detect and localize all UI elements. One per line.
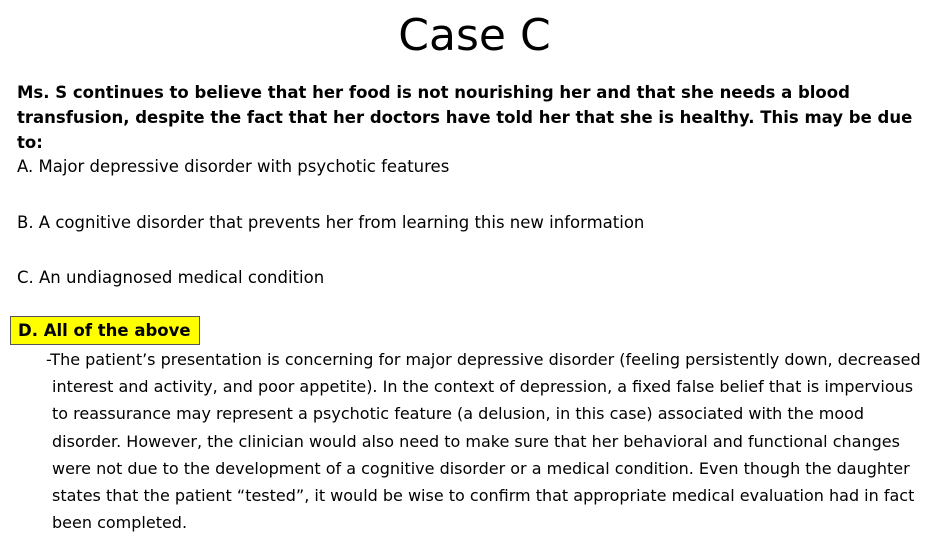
- case-question: Ms. S continues to believe that her food is not nourishing her and that she needs a blood transfusion, despite the fact that her doctors have told her that she is healthy. This may be due to:: [17, 83, 913, 152]
- slide-title: Case C: [398, 10, 551, 61]
- option-a: A. Major depressive disorder with psychotic features: [17, 157, 450, 176]
- option-c: C. An undiagnosed medical condition: [17, 268, 325, 287]
- option-b: B. A cognitive disorder that prevents her from learning this new information: [17, 213, 645, 232]
- answer-explanation: -The patient’s presentation is concerning for major depressive disorder (feeling persistently down, decreased interest and activity, and poor appetite). In the context of depression, a fixed false belief that is impervious to reassurance may represent a psychotic feature (a delusion, in this case) associated with the mood disorder. However, the clinician would also need to make sure that her behavioral and functional changes were not due to the development of a cognitive disorder or a medical condition. Even though the daughter states that the patient “tested”, it would be wise to confirm that appropriate medical evaluation had in fact been completed.: [46, 350, 921, 533]
- option-d-answer: D. All of the above: [18, 321, 191, 340]
